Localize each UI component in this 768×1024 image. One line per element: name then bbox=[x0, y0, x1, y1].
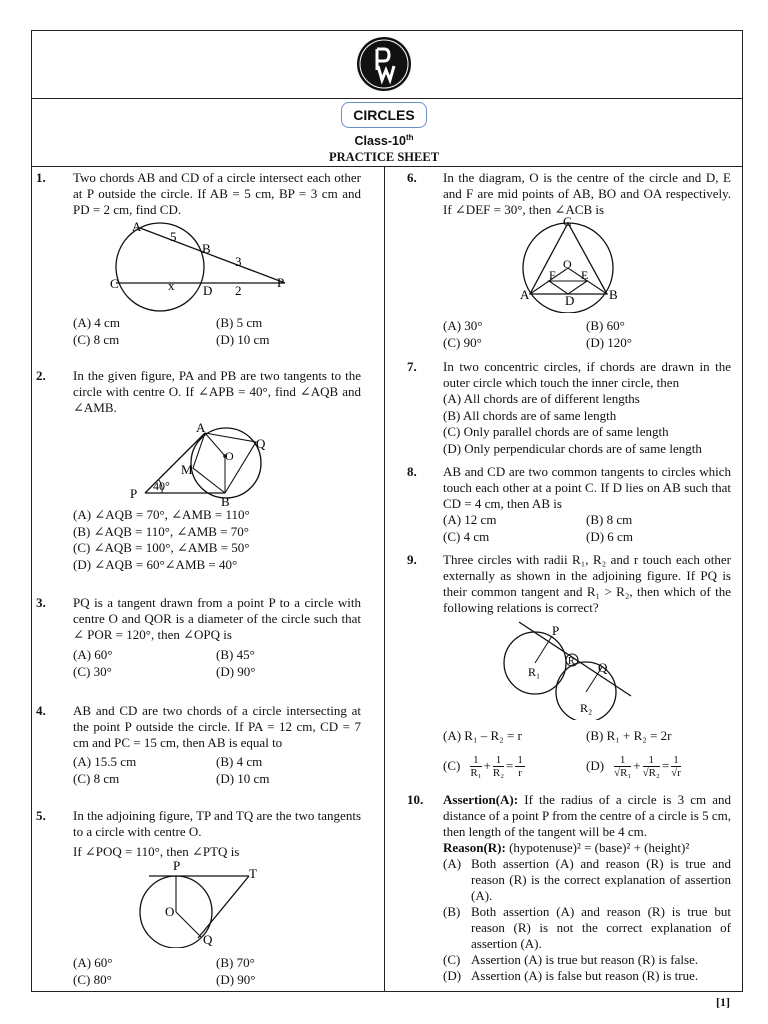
q9-figure bbox=[497, 620, 637, 720]
q9-options-ab bbox=[443, 728, 671, 745]
q1-text: Two chords AB and CD of a circle intersect each other at P outside the circle. If AB = 5 cm, BP = 3 cm and PD = 2 cm, find CD. bbox=[73, 170, 361, 217]
q1-options bbox=[73, 315, 269, 348]
q8-option-b[interactable]: (B) 8 cm bbox=[586, 512, 633, 527]
q4-option-b[interactable]: (B) 4 cm bbox=[216, 754, 263, 769]
svg-text:C: C bbox=[563, 214, 572, 229]
q8-number: 8. bbox=[407, 464, 417, 479]
q6-options bbox=[443, 318, 632, 351]
q6-text: In the diagram, O is the centre of the circle and D, E and F are mid points of AB, BO and OA respectively. If ∠DEF = 30°, then ∠ACB is bbox=[443, 170, 731, 217]
q10-option-a[interactable]: (A) Both assertion (A) and reason (R) is true and reason (R) is the correct explanation of assertion (A). bbox=[443, 856, 731, 903]
svg-text:A: A bbox=[132, 220, 142, 234]
svg-text:R: R bbox=[568, 656, 575, 667]
q10-option-b[interactable]: (B) Both assertion (A) and reason (R) is true but reason (R) is not the correct explanation of assertion (A). bbox=[443, 904, 731, 951]
q5-figure bbox=[135, 858, 265, 948]
q2-number: 2. bbox=[36, 368, 46, 383]
svg-text:B: B bbox=[609, 287, 618, 302]
q8-option-d[interactable]: (D) 6 cm bbox=[586, 528, 633, 544]
svg-text:Q: Q bbox=[203, 932, 213, 947]
q2-option-b[interactable]: (B) ∠AQB = 110°, ∠AMB = 70° bbox=[73, 523, 250, 539]
q9-text: Three circles with radii R₁, R₂ and r touch each other externally as shown in the adjoining figure. If PQ is their common tangent and R₁ > R₂, then which of the following relations is correct? bbox=[443, 552, 731, 615]
q2-figure bbox=[125, 420, 285, 508]
q10-option-c[interactable]: (C) Assertion (A) is true but reason (R) is false. bbox=[443, 952, 699, 967]
q3-options bbox=[73, 647, 256, 680]
q4-option-a[interactable]: (A) 15.5 cm bbox=[73, 754, 137, 769]
q1-figure bbox=[100, 220, 300, 320]
q4-text: AB and CD are two chords of a circle intersecting at the point P outside the circle. If PA = 12 cm, CD = 7 cm and PC = 15 cm, then AB is equal to bbox=[73, 703, 361, 750]
svg-text:P: P bbox=[173, 858, 181, 873]
q3-option-b[interactable]: (B) 45° bbox=[216, 647, 255, 662]
svg-text:P: P bbox=[277, 275, 285, 290]
q5-option-a[interactable]: (A) 60° bbox=[73, 955, 113, 970]
svg-text:R₂: R₂ bbox=[580, 701, 593, 715]
q10-assertion: Assertion(A): If the radius of a circle is 3 cm and distance of a point P from the centre of a circle is 5 cm, then length of the tangent will be 4 cm. bbox=[443, 792, 731, 839]
q8-option-c[interactable]: (C) 4 cm bbox=[443, 528, 490, 544]
q8-option-a[interactable]: (A) 12 cm bbox=[443, 512, 497, 527]
svg-text:P: P bbox=[130, 486, 138, 501]
svg-text:O: O bbox=[563, 257, 572, 271]
q7-option-b[interactable]: (B) All chords are of same length bbox=[443, 407, 617, 423]
q6-option-c[interactable]: (C) 90° bbox=[443, 334, 482, 350]
q9-number: 9. bbox=[407, 552, 417, 567]
q4-number: 4. bbox=[36, 703, 46, 718]
svg-text:A: A bbox=[196, 420, 206, 435]
q2-option-c[interactable]: (C) ∠AQB = 100°, ∠AMB = 50° bbox=[73, 540, 250, 555]
sheet-label: PRACTICE SHEET bbox=[328, 150, 440, 164]
q3-text: PQ is a tangent drawn from a point P to a circle with centre O and QOR is a diameter of the circle such that ∠ POR = 120°, then ∠OPQ is bbox=[73, 595, 361, 642]
page-title: CIRCLES bbox=[341, 102, 427, 128]
content-divider bbox=[31, 166, 743, 167]
q1-option-d[interactable]: (D) 10 cm bbox=[216, 331, 270, 347]
q6-option-d[interactable]: (D) 120° bbox=[586, 334, 632, 350]
svg-text:Q: Q bbox=[256, 436, 266, 451]
q9-option-d[interactable]: (D) 1 √R₁ + $\frac{1}{\text{√R₂}}$ = $\frac{1}{√r}$ bbox=[586, 753, 681, 779]
header-divider bbox=[31, 98, 743, 99]
q9-option-b[interactable]: (B) R₁ + R₂ = 2r bbox=[586, 728, 672, 743]
q1-option-b[interactable]: (B) 5 cm bbox=[216, 315, 263, 330]
pw-logo bbox=[356, 36, 412, 92]
q2-option-d[interactable]: (D) ∠AQB = 60°∠AMB = 40° bbox=[73, 556, 238, 572]
svg-text:R₁: R₁ bbox=[528, 665, 541, 679]
svg-text:F: F bbox=[549, 268, 556, 282]
q10-number: 10. bbox=[407, 792, 424, 807]
q1-option-a[interactable]: (A) 4 cm bbox=[73, 315, 120, 330]
svg-text:B: B bbox=[221, 494, 230, 508]
q1-option-c[interactable]: (C) 8 cm bbox=[73, 331, 120, 347]
q8-text: AB and CD are two common tangents to circles which touch each other at a point C. If D lies on AB such that CD = 4 cm, then AB is bbox=[443, 464, 731, 511]
q4-option-c[interactable]: (C) 8 cm bbox=[73, 770, 120, 786]
q3-number: 3. bbox=[36, 595, 46, 610]
svg-text:D: D bbox=[565, 293, 575, 308]
q5-option-d[interactable]: (D) 90° bbox=[216, 971, 256, 987]
q7-options bbox=[443, 391, 702, 457]
q3-option-a[interactable]: (A) 60° bbox=[73, 647, 113, 662]
svg-text:40°: 40° bbox=[153, 479, 170, 493]
q10-reason: Reason(R): (hypotenuse)² = (base)² + (height)² bbox=[443, 840, 690, 855]
q8-options bbox=[443, 512, 633, 545]
svg-text:A: A bbox=[520, 287, 530, 302]
column-divider bbox=[384, 166, 385, 992]
svg-text:O: O bbox=[165, 904, 175, 919]
svg-text:C: C bbox=[110, 276, 119, 291]
svg-text:M: M bbox=[181, 462, 193, 477]
q5-text-2: If ∠POQ = 110°, then ∠PTQ is bbox=[73, 844, 240, 859]
q4-options bbox=[73, 754, 269, 787]
q9-option-c[interactable]: (C) 1 R₁ + $\frac{1}{\text{R₂}}$ = $\frac{1}{r}$ bbox=[443, 753, 523, 779]
q5-option-c[interactable]: (C) 80° bbox=[73, 971, 112, 987]
q9-option-a[interactable]: (A) R₁ – R₂ = r bbox=[443, 728, 522, 743]
q5-option-b[interactable]: (B) 70° bbox=[216, 955, 255, 970]
q5-number: 5. bbox=[36, 808, 46, 823]
svg-text:E: E bbox=[581, 268, 589, 282]
q6-number: 6. bbox=[407, 170, 417, 185]
q7-text: In two concentric circles, if chords are drawn in the outer circle which touch the inner circle, then bbox=[443, 359, 731, 390]
q7-option-c[interactable]: (C) Only parallel chords are of same length bbox=[443, 424, 669, 439]
q5-text: In the adjoining figure, TP and TQ are the two tangents to a circle with centre O. bbox=[73, 808, 361, 839]
q2-option-a[interactable]: (A) ∠AQB = 70°, ∠AMB = 110° bbox=[73, 507, 250, 522]
svg-text:P: P bbox=[552, 623, 560, 638]
svg-text:O: O bbox=[225, 449, 234, 463]
q6-figure bbox=[515, 213, 625, 313]
svg-text:B: B bbox=[202, 241, 211, 256]
q3-option-c[interactable]: (C) 30° bbox=[73, 663, 112, 679]
svg-text:T: T bbox=[249, 866, 257, 881]
q6-option-a[interactable]: (A) 30° bbox=[443, 318, 483, 333]
q7-option-a[interactable]: (A) All chords are of different lengths bbox=[443, 391, 640, 406]
q10-option-d[interactable]: (D) Assertion (A) is false but reason (R) is true. bbox=[443, 968, 699, 983]
q7-number: 7. bbox=[407, 359, 417, 374]
svg-text:3: 3 bbox=[235, 254, 242, 269]
q2-text: In the given figure, PA and PB are two tangents to the circle with centre O. If ∠APB = 40°, find ∠AQB and ∠AMB. bbox=[73, 368, 361, 415]
q1-number: 1. bbox=[36, 170, 46, 185]
svg-text:2: 2 bbox=[235, 283, 242, 298]
q10-options bbox=[443, 856, 731, 984]
q7-option-d[interactable]: (D) Only perpendicular chords are of same length bbox=[443, 440, 702, 456]
q5-options bbox=[73, 955, 256, 988]
q2-options bbox=[73, 507, 250, 573]
svg-text:5: 5 bbox=[170, 229, 177, 244]
svg-text:D: D bbox=[203, 283, 213, 298]
page-number: [1] bbox=[716, 995, 730, 1009]
svg-text:Q: Q bbox=[598, 660, 608, 675]
q4-option-d[interactable]: (D) 10 cm bbox=[216, 770, 270, 786]
class-label: Class-10th bbox=[354, 133, 414, 149]
q3-option-d[interactable]: (D) 90° bbox=[216, 663, 256, 679]
q6-option-b[interactable]: (B) 60° bbox=[586, 318, 625, 333]
svg-text:x: x bbox=[168, 278, 175, 293]
